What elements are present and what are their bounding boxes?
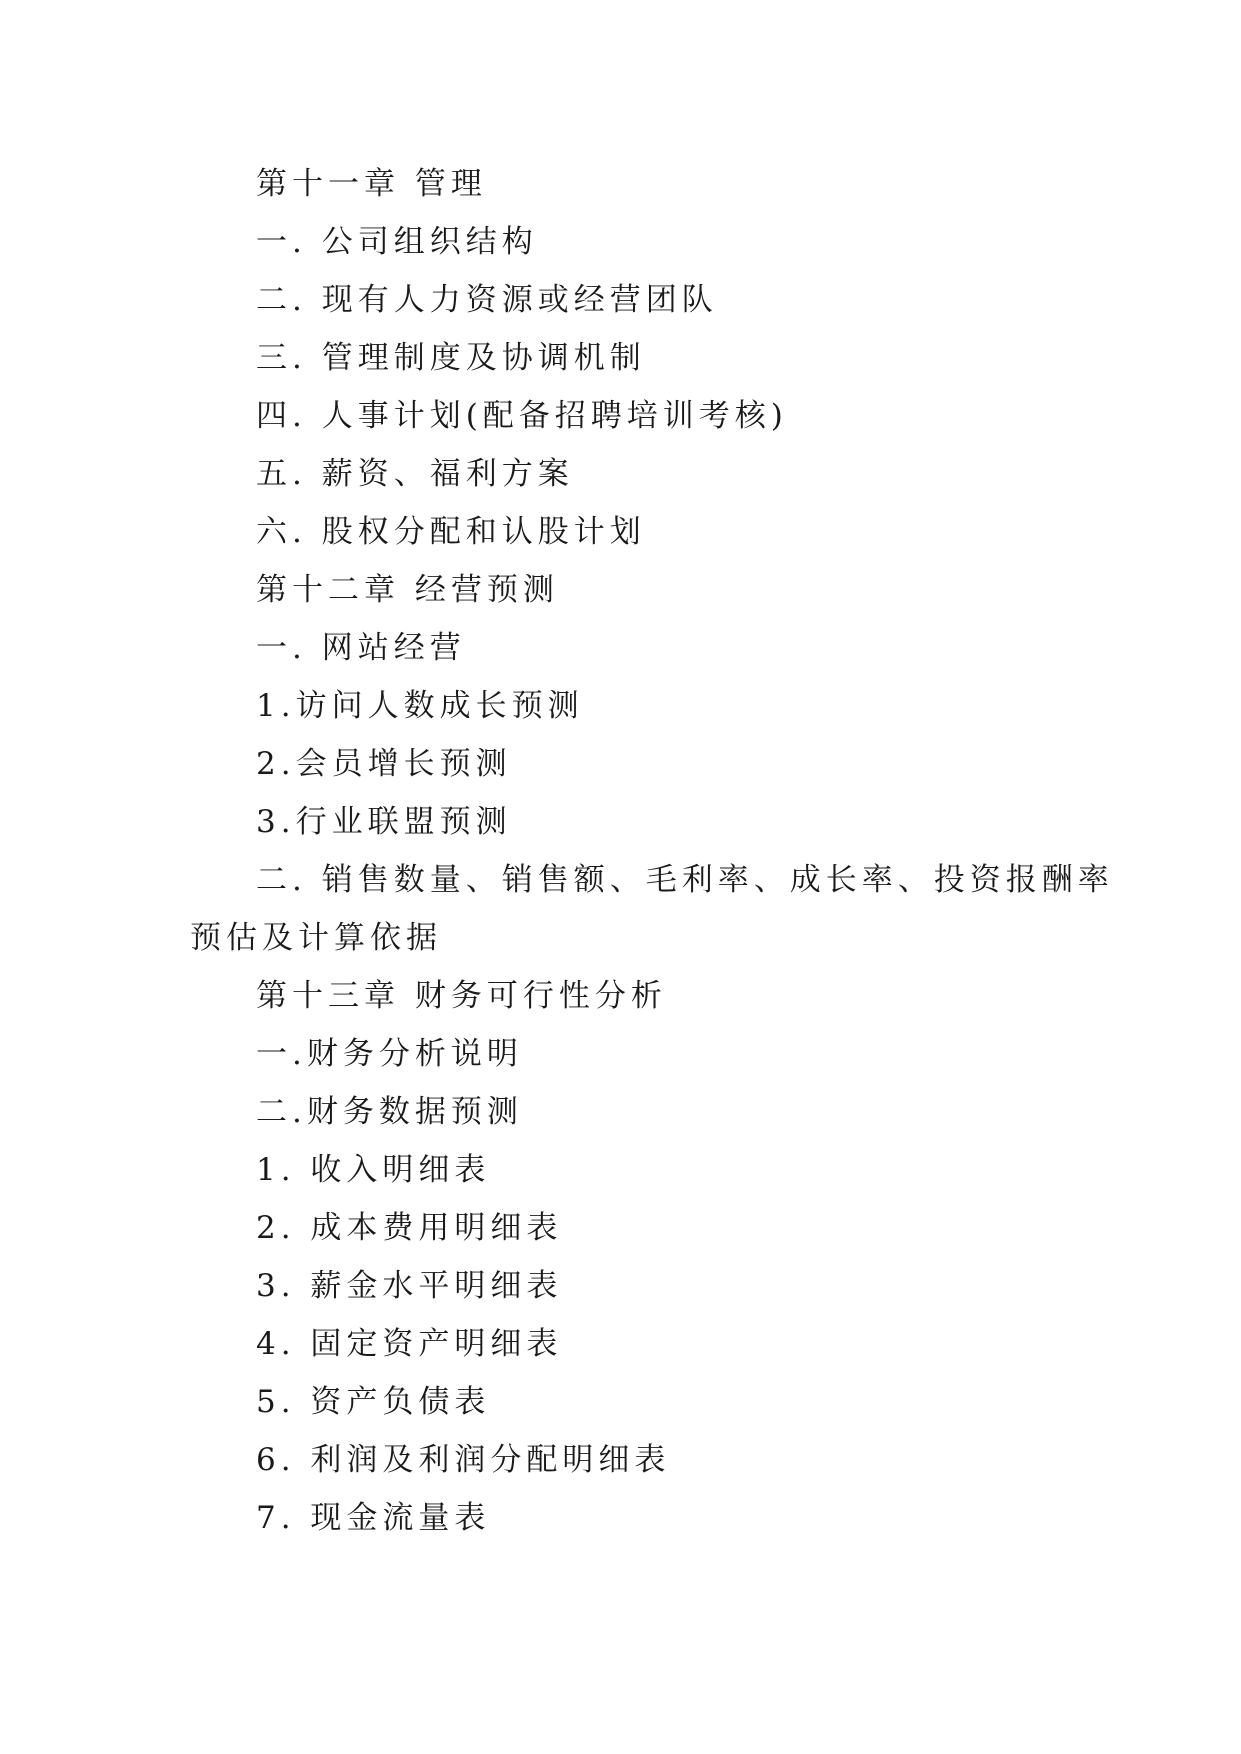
section-personnel-plan: 四. 人事计划(配备招聘培训考核)	[256, 398, 788, 434]
section-org-structure: 一. 公司组织结构	[256, 224, 538, 260]
item-balance-sheet: 5. 资产负债表	[256, 1384, 491, 1420]
item-profit-distribution-statement: 6. 利润及利润分配明细表	[256, 1442, 671, 1478]
section-equity-plan: 六. 股权分配和认股计划	[256, 514, 646, 550]
section-management-system: 三. 管理制度及协调机制	[256, 340, 646, 376]
item-industry-alliance: 3.行业联盟预测	[256, 804, 512, 840]
section-human-resources: 二. 现有人力资源或经营团队	[256, 282, 718, 318]
section-salary-benefits: 五. 薪资、福利方案	[256, 456, 574, 492]
item-visitor-growth: 1.访问人数成长预测	[256, 688, 584, 724]
chapter-12-heading: 第十二章 经营预测	[256, 572, 559, 608]
item-cash-flow-statement: 7. 现金流量表	[256, 1500, 491, 1536]
item-cost-expense-statement: 2. 成本费用明细表	[256, 1210, 563, 1246]
section-sales-forecast-continued: 预估及计算依据	[190, 920, 442, 956]
section-financial-forecast: 二.财务数据预测	[256, 1094, 523, 1130]
item-income-statement: 1. 收入明细表	[256, 1152, 491, 1188]
section-website-operation: 一. 网站经营	[256, 630, 466, 666]
chapter-11-heading: 第十一章 管理	[256, 166, 487, 202]
section-financial-analysis: 一.财务分析说明	[256, 1036, 523, 1072]
chapter-13-heading: 第十三章 财务可行性分析	[256, 978, 667, 1014]
item-salary-level-statement: 3. 薪金水平明细表	[256, 1268, 563, 1304]
item-member-growth: 2.会员增长预测	[256, 746, 512, 782]
section-sales-forecast: 二. 销售数量、销售额、毛利率、成长率、投资报酬率	[256, 862, 1114, 898]
item-fixed-assets-statement: 4. 固定资产明细表	[256, 1326, 563, 1362]
